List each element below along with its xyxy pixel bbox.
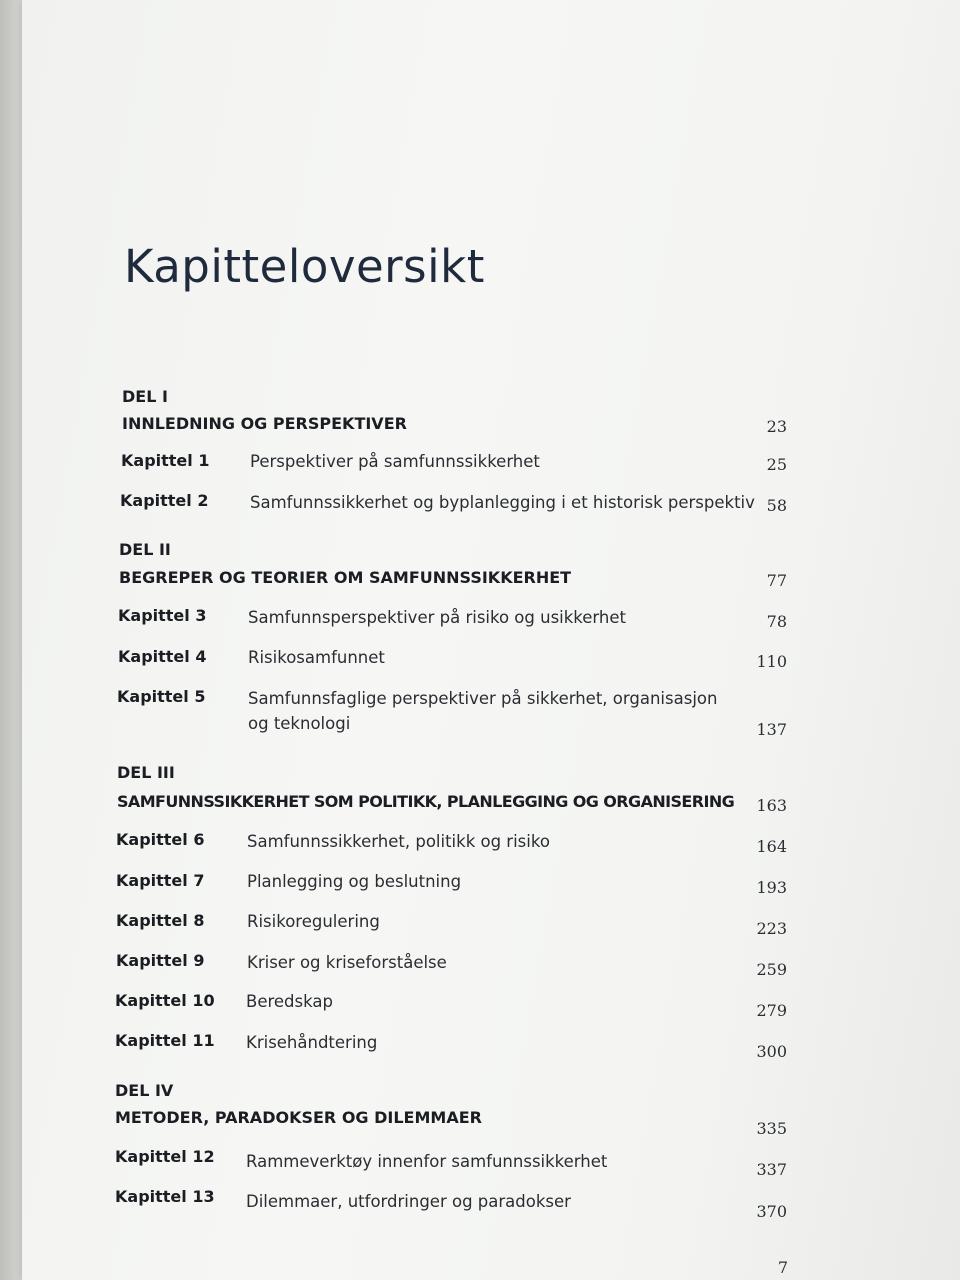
chapter-page-number: 58: [766, 496, 787, 515]
part-label: DEL III: [117, 763, 175, 782]
chapter-label: Kapittel 8: [116, 911, 205, 930]
chapter-page-number: 164: [756, 837, 787, 856]
chapter-title: Rammeverktøy innenfor samfunnssikkerhet: [246, 1152, 608, 1171]
part-label: DEL I: [122, 387, 168, 406]
chapter-title: Risikoregulering: [247, 912, 380, 931]
chapter-label: Kapittel 1: [121, 451, 210, 470]
chapter-page-number: 259: [756, 960, 787, 979]
part-page-number: 77: [766, 571, 787, 590]
page-title: Kapitteloversikt: [124, 240, 485, 293]
part-title: INNLEDNING OG PERSPEKTIVER: [122, 414, 407, 433]
part-title: SAMFUNNSSIKKERHET SOM POLITIKK, PLANLEGGING OG ORGANISERING: [117, 792, 735, 811]
chapter-title: Samfunnssikkerhet, politikk og risiko: [247, 832, 550, 851]
chapter-title-continuation: og teknologi: [248, 714, 351, 733]
chapter-label: Kapittel 12: [115, 1147, 215, 1166]
part-page-number: 335: [756, 1119, 787, 1138]
chapter-title: Risikosamfunnet: [248, 648, 385, 667]
chapter-page-number: 193: [756, 878, 787, 897]
part-title: METODER, PARADOKSER OG DILEMMAER: [115, 1108, 482, 1127]
chapter-label: Kapittel 11: [115, 1031, 215, 1050]
chapter-title: Samfunnsperspektiver på risiko og usikkerhet: [248, 608, 627, 627]
chapter-label: Kapittel 2: [120, 491, 209, 510]
chapter-label: Kapittel 3: [118, 606, 207, 625]
part-page-number: 23: [766, 417, 787, 436]
part-title: BEGREPER OG TEORIER OM SAMFUNNSSIKKERHET: [119, 568, 572, 587]
chapter-label: Kapittel 10: [115, 991, 215, 1010]
chapter-label: Kapittel 4: [118, 647, 207, 666]
chapter-page-number: 337: [756, 1160, 787, 1179]
chapter-title: Perspektiver på samfunnssikkerhet: [250, 452, 540, 471]
chapter-page-number: 300: [756, 1042, 787, 1061]
part-label: DEL IV: [115, 1081, 174, 1100]
chapter-label: Kapittel 9: [116, 951, 205, 970]
chapter-label: Kapittel 6: [116, 830, 205, 849]
page-number: 7: [777, 1258, 788, 1277]
chapter-page-number: 78: [766, 612, 787, 631]
chapter-page-number: 25: [766, 455, 787, 474]
chapter-title: Krisehåndtering: [246, 1033, 378, 1052]
chapter-page-number: 137: [756, 720, 787, 739]
chapter-label: Kapittel 13: [115, 1187, 215, 1206]
chapter-title: Dilemmaer, utfordringer og paradokser: [246, 1192, 571, 1211]
part-page-number: 163: [756, 796, 787, 815]
chapter-label: Kapittel 7: [116, 871, 205, 890]
chapter-page-number: 279: [756, 1001, 787, 1020]
part-label: DEL II: [119, 540, 171, 559]
chapter-title: Kriser og kriseforståelse: [247, 953, 447, 972]
chapter-title: Samfunnsfaglige perspektiver på sikkerhet, organisasjon: [248, 689, 718, 708]
chapter-label: Kapittel 5: [117, 687, 206, 706]
chapter-page-number: 223: [756, 919, 787, 938]
chapter-title: Beredskap: [246, 992, 333, 1011]
chapter-title: Planlegging og beslutning: [247, 872, 462, 891]
chapter-page-number: 370: [756, 1202, 787, 1221]
chapter-title: Samfunnssikkerhet og byplanlegging i et historisk perspektiv: [250, 493, 755, 512]
chapter-page-number: 110: [756, 652, 787, 671]
